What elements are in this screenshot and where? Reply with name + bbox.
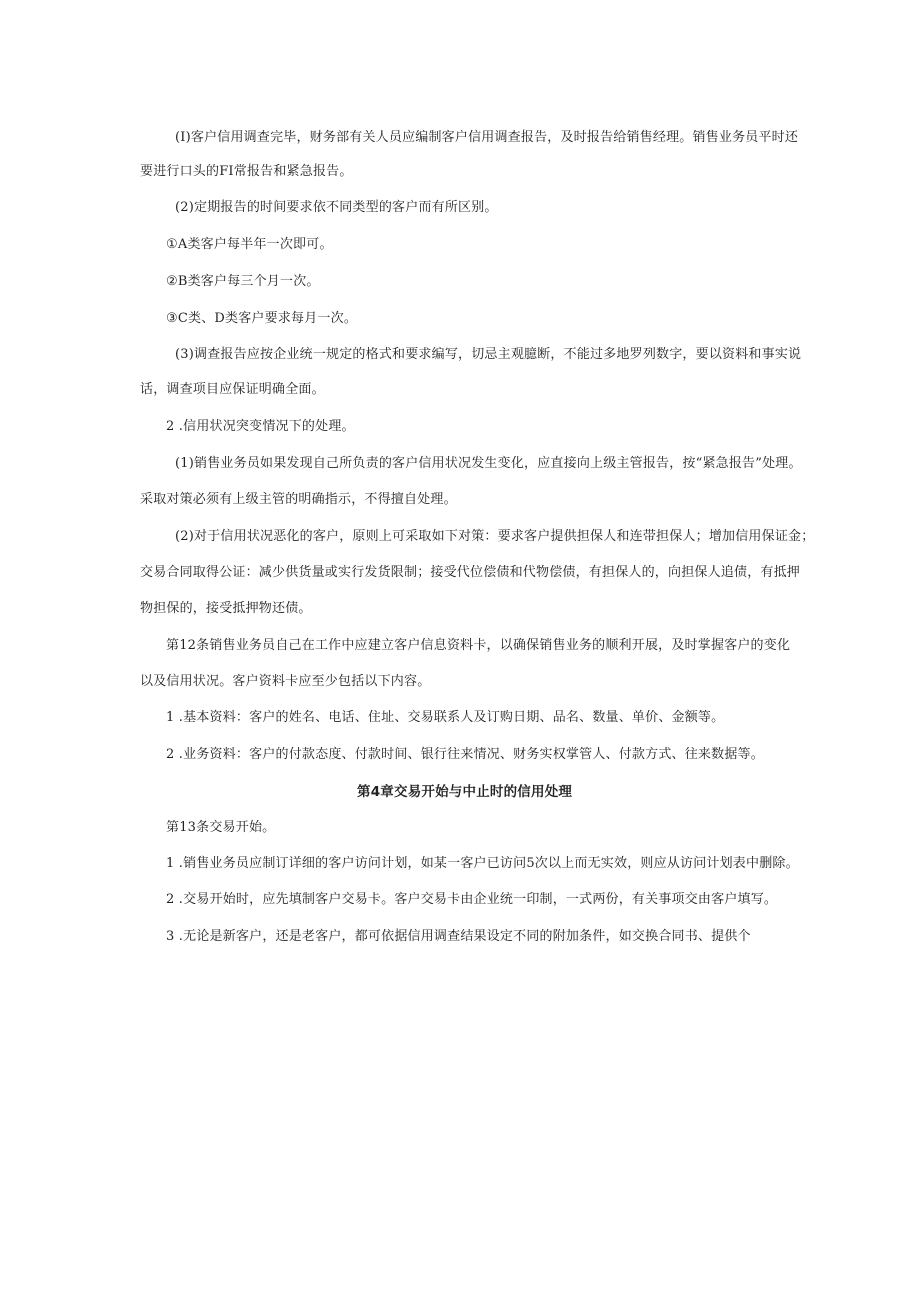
paragraph-line-10: (1)销售业务员如果发现自己所负责的客户信用状况发生变化，应直接向上级主管报告，按“紧急报告”处理。 [175,456,802,471]
chapter-heading: 第4章交易开始与中止时的信用处理 [357,784,573,800]
section-item-2: 2 .信用状况突变情况下的处理。 [166,419,355,434]
paragraph-line-2: 要进行口头的FI常报告和紧急报告。 [140,164,353,179]
list-item-transaction-card: 2 .交易开始时，应先填制客户交易卡。客户交易卡由企业统一印制，一式两份，有关事项交由客户填写。 [166,892,778,907]
list-item-c: ③C类、D类客户要求每月一次。 [166,311,358,326]
article-12: 第12条销售业务员自己在工作中应建立客户信息资料卡，以确保销售业务的顺利开展，及时掌握客户的变化 [166,638,791,653]
paragraph-line-11: 采取对策必须有上级主管的明确指示，不得擅自处理。 [140,492,457,507]
paragraph-line-8: 话，调查项目应保证明确全面。 [140,382,325,397]
paragraph-line-3: (2)定期报告的时间要求依不同类型的客户而有所区别。 [175,200,498,215]
paragraph-line-16: 以及信用状况。客户资料卡应至少包括以下内容。 [140,674,431,689]
list-item-conditions: 3 .无论是新客户，还是老客户，都可依据信用调查结果设定不同的附加条件，如交换合同书、提供个 [166,929,751,944]
paragraph-line-14: 物担保的，接受抵押物还债。 [140,601,312,616]
article-13: 第13条交易开始。 [166,820,276,835]
list-item-a: ①A类客户每半年一次即可。 [166,237,333,252]
paragraph-line-13: 交易合同取得公证：减少供货量或实行发货限制；接受代位偿债和代物偿债，有担保人的，向担保人追债，有抵押 [140,565,801,580]
paragraph-line-12: (2)对于信用状况恶化的客户，原则上可采取如下对策：要求客户提供担保人和连带担保人；增加信用保证金； [175,529,815,544]
list-item-business-info: 2 .业务资料：客户的付款态度、付款时间、银行往来情况、财务实权掌管人、付款方式、往来数据等。 [166,747,764,762]
list-item-b: ②B类客户每三个月一次。 [166,274,320,289]
list-item-visit-plan: 1 .销售业务员应制订详细的客户访问计划，如某一客户已访问5次以上而无实效，则应从访问计划表中删除。 [166,856,799,871]
paragraph-line-7: (3)调查报告应按企业统一规定的格式和要求编写，切忌主观臆断，不能过多地罗列数字，要以资料和事实说 [175,347,802,362]
list-item-basic-info: 1 .基本资料：客户的姓名、电话、住址、交易联系人及订购日期、品名、数量、单价、金额等。 [166,710,725,725]
paragraph-line-1: (I)客户信用调查完毕，财务部有关人员应编制客户信用调查报告，及时报告给销售经理。销售业务员平时还 [175,130,799,145]
